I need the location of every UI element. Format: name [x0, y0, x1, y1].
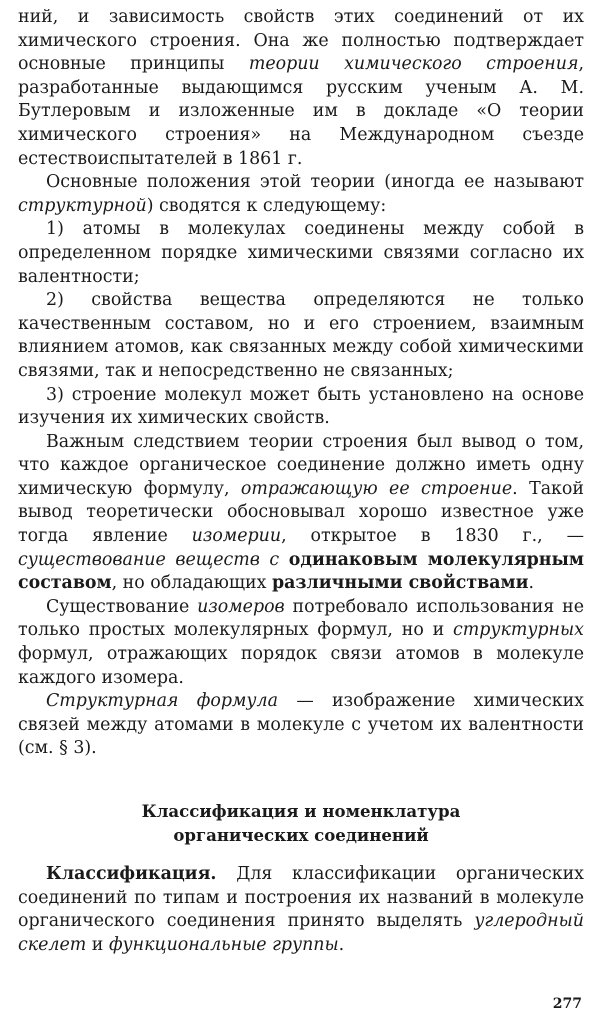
paragraph-isomers	[18, 596, 584, 690]
list-item: 3) строение молекул может быть установлено на основе изучения их химических свойств.	[18, 384, 584, 429]
italic-term: теории химического строения	[248, 54, 579, 75]
page-number: 277	[552, 996, 582, 1012]
paragraph-classification	[18, 863, 584, 957]
italic-term: изомерии	[191, 526, 282, 547]
page-body	[18, 6, 584, 957]
text-run: .	[528, 573, 534, 594]
paragraph-continuation	[18, 6, 584, 171]
italic-term: структурной	[18, 195, 147, 216]
text-run: ) сводятся к следующему:	[146, 195, 387, 216]
paragraph-theory-intro	[18, 171, 584, 218]
run-in-heading: Классификация.	[46, 864, 217, 884]
text-run: — изображение химических связей между атомами в молекуле с учетом их валентности (см. § 3).	[18, 691, 584, 759]
text-run: , открытое в 1830 г., —	[281, 526, 584, 547]
section-heading-line: Классификация и номенклатура	[141, 801, 461, 821]
italic-term: структурных	[453, 620, 584, 641]
list-item: 2) свойства вещества определяются не только качественным составом, но и его строением, взаимным влиянием атомов, как связанных между собой химическими связями, так и непосредственно не связанных;	[18, 290, 584, 381]
text-run: , но обладающих	[111, 573, 272, 594]
bold-term: одинаковым молекулярным составом	[18, 549, 585, 594]
text-run: и	[86, 934, 109, 955]
list-item: 1) атомы в молекулах соединены между собой в определенном порядке химическими связями согласно их валентности;	[18, 219, 584, 287]
text-run: Существование	[46, 596, 198, 617]
text-run: потребовало использования не только простых молекулярных формул, но и	[18, 596, 584, 641]
italic-term: изомеров	[197, 596, 285, 617]
bold-term: различными свойствами	[271, 573, 529, 594]
text-run: ний, и зависимость свойств этих соединений от их химического строения. Она же полностью подтверждает основные принципы	[18, 7, 584, 75]
section-heading	[18, 799, 584, 847]
text-run: Основные положения этой теории (иногда ее называют	[46, 172, 584, 193]
paragraph-structural-formula	[18, 690, 584, 761]
paragraph-isomerism	[18, 431, 584, 596]
text-run: .	[338, 934, 345, 955]
text-run: . Такой вывод теоретически обосновывал хорошо известное уже тогда явление	[18, 478, 584, 547]
italic-term: функциональные группы	[108, 934, 339, 955]
text-run: формул, отражающих порядок связи атомов в молекуле каждого изомера.	[18, 644, 584, 688]
text-run: Важным следствием теории строения был вывод о том, что каждое органическое соединение должно иметь одну химическую формулу,	[18, 431, 584, 499]
italic-term: существование веществ с	[18, 549, 289, 570]
text-run: Для классификации органических соединений по типам и построения их названий в молекуле органического соединения принято выделять	[18, 864, 584, 932]
text-run: , разработанные выдающимся русским ученым А. М. Бутлеровым и изложенные им в докладе «О теории химического строения» на Международном съезде естествоиспытателей в 1861 г.	[18, 54, 584, 169]
italic-term: углеродный скелет	[18, 911, 584, 955]
section-heading-line: органических соединений	[173, 825, 429, 845]
italic-term: Структурная формула	[46, 691, 278, 712]
italic-term: отражающую ее строение	[240, 478, 513, 499]
